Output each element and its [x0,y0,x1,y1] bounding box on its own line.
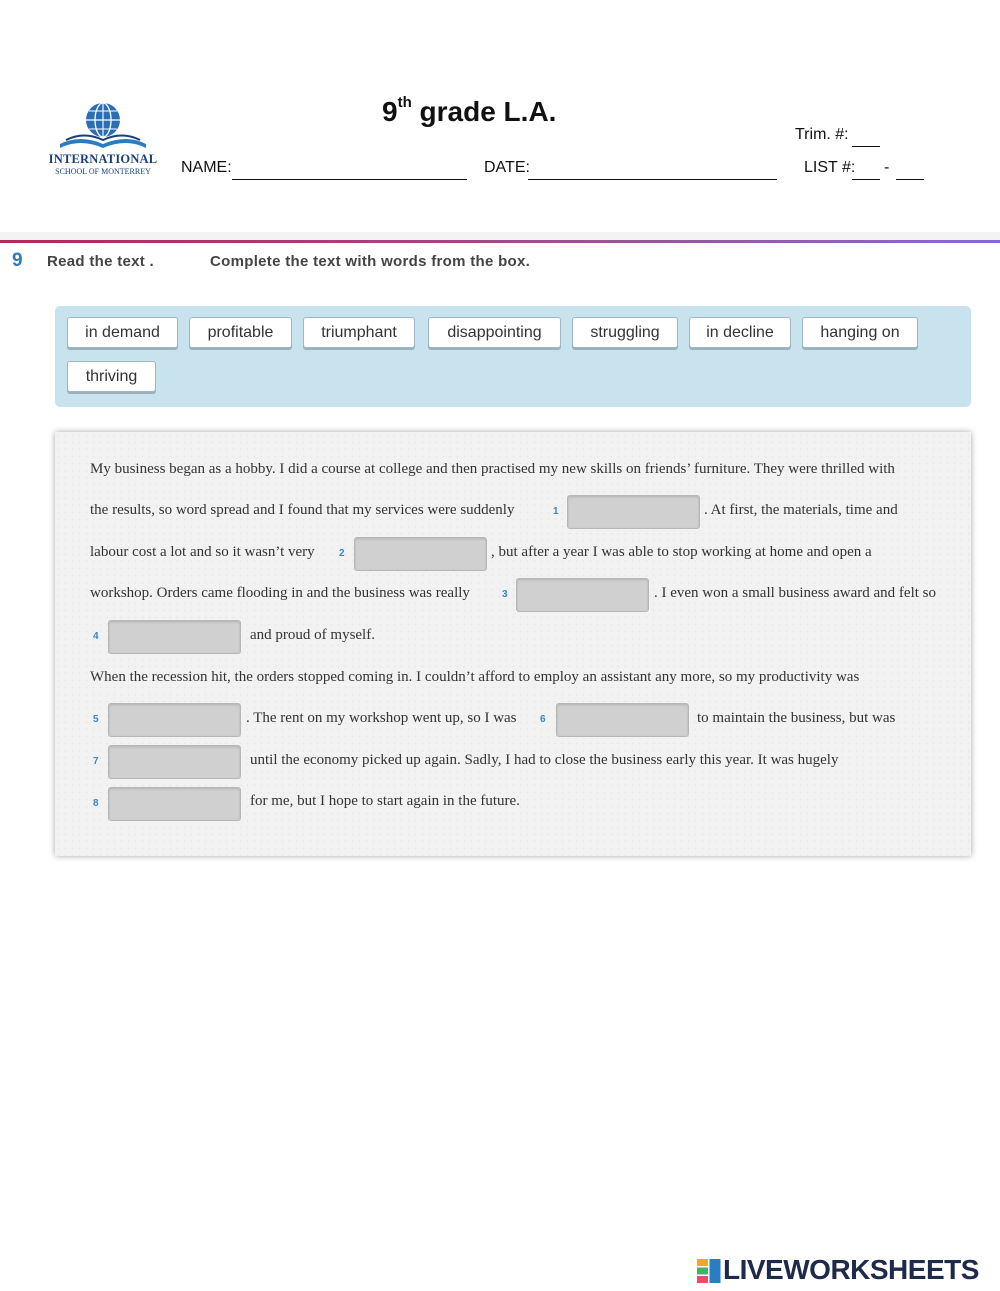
passage-line-7b: . The rent on my workshop went up, so I was [246,710,517,726]
word-chip-thriving[interactable]: thriving [67,361,156,392]
passage-line-1: My business began as a hobby. I did a course at college and then practised my new skills on friends’ furniture. They were thrilled with [90,461,895,477]
passage-line-5b: and proud of myself. [250,627,375,643]
list-label: LIST #: [804,159,856,176]
gap-number-7: 7 [93,756,99,767]
globe-book-icon [46,100,160,152]
passage-line-3b: , but after a year I was able to stop working at home and open a [491,544,872,560]
school-logo [46,100,160,182]
list-field-1[interactable] [852,179,880,180]
answer-gap-1[interactable] [567,495,700,529]
name-field[interactable] [232,179,467,180]
section-divider [0,240,1000,243]
list-field-2[interactable] [896,179,924,180]
word-box [55,306,971,407]
brand-name: LIVEWORKSHEETS [723,1254,979,1285]
gap-number-1: 1 [553,506,559,517]
gap-number-8: 8 [93,798,99,809]
word-chip-in-demand[interactable]: in demand [67,317,178,348]
school-subname: SCHOOL OF MONTERREY [55,167,151,176]
word-chip-triumphant[interactable]: triumphant [303,317,415,348]
passage-line-6: When the recession hit, the orders stopped coming in. I couldn’t afford to employ an assistant any more, so my productivity was [90,669,860,685]
answer-gap-2[interactable] [354,537,487,571]
word-chip-struggling[interactable]: struggling [572,317,678,348]
exercise-instruction-2: Complete the text with words from the box. [210,253,531,270]
answer-gap-6[interactable] [556,703,689,737]
gap-number-3: 3 [502,589,508,600]
answer-gap-7[interactable] [108,745,241,779]
passage-line-2b: . At first, the materials, time and [704,502,898,518]
name-label: NAME: [181,159,232,176]
gap-number-6: 6 [540,714,546,725]
trim-label: Trim. #: [795,126,849,143]
answer-gap-3[interactable] [516,578,649,612]
list-dash: - [884,159,890,176]
passage-line-3a: labour cost a lot and so it wasn’t very [90,544,315,560]
school-name: INTERNATIONAL [48,152,158,166]
passage-line-8b: until the economy picked up again. Sadly, I had to close the business early this year. It was hugely [250,752,839,768]
passage-line-2a: the results, so word spread and I found that my services were suddenly [90,502,515,518]
answer-gap-8[interactable] [108,787,241,821]
answer-gap-5[interactable] [108,703,241,737]
page-title: 9th grade L.A. [382,93,557,127]
trim-field[interactable] [852,146,880,147]
exercise-number: 9 [12,250,23,271]
gap-number-4: 4 [93,631,99,642]
word-chip-in-decline[interactable]: in decline [689,317,791,348]
passage-line-4b: . I even won a small business award and felt so [654,585,937,601]
date-field[interactable] [528,179,777,180]
word-chip-profitable[interactable]: profitable [189,317,292,348]
header-band [0,232,1000,240]
word-chip-disappointing[interactable]: disappointing [428,317,561,348]
passage-line-4a: workshop. Orders came flooding in and the business was really [90,585,470,601]
passage-line-7c: to maintain the business, but was [697,710,896,726]
passage-panel [55,432,971,856]
liveworksheets-mark-icon [697,1259,721,1283]
passage-line-9b: for me, but I hope to start again in the future. [250,793,520,809]
word-chip-hanging-on[interactable]: hanging on [802,317,918,348]
answer-gap-4[interactable] [108,620,241,654]
gap-number-2: 2 [339,548,345,559]
date-label: DATE: [484,159,530,176]
gap-number-5: 5 [93,714,99,725]
exercise-instruction-1: Read the text . [47,253,155,270]
